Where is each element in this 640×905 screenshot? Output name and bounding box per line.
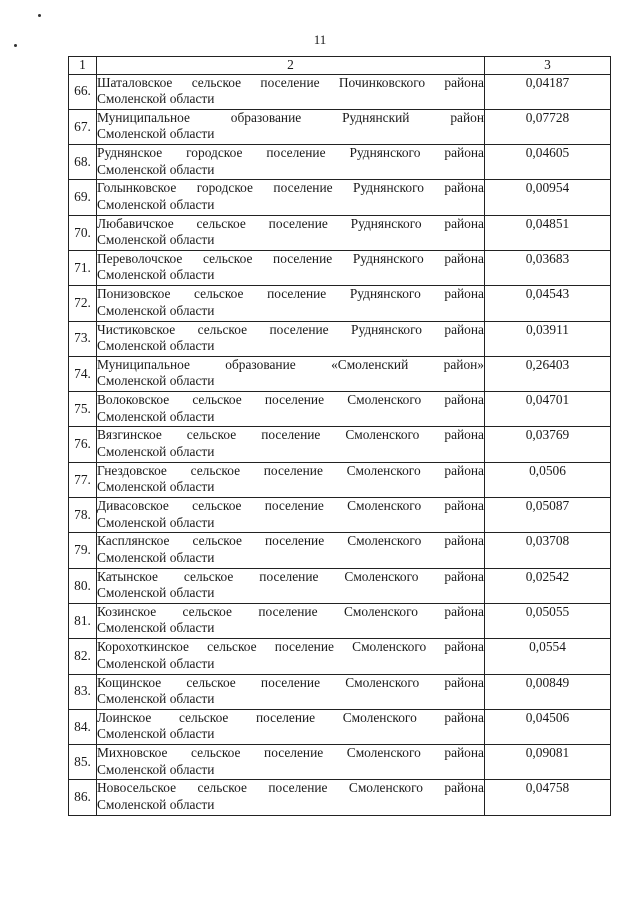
scan-speck [38,14,41,17]
table-row [69,392,611,427]
row-number: 72. [69,286,97,321]
table-row [69,462,611,497]
row-number: 85. [69,745,97,780]
municipality-name-line-1: Любавичское сельское поселение Руднянского района [97,215,484,231]
table-row [69,603,611,638]
coefficient-value: 0,0506 [485,462,611,497]
municipality-name-line-1: Новосельское сельское поселение Смоленского района [97,780,484,796]
coefficient-value: 0,07728 [485,109,611,144]
row-number: 71. [69,250,97,285]
coefficient-value: 0,05055 [485,603,611,638]
municipality-name [97,568,485,603]
municipality-name-line-1: Шаталовское сельское поселение Починковского района [97,74,484,90]
municipality-name [97,145,485,180]
municipality-name-line-1: Корохоткинское сельское поселение Смоленского района [97,639,484,655]
table-row [69,568,611,603]
municipality-name [97,533,485,568]
row-number: 79. [69,533,97,568]
allocation-table [68,56,611,816]
table-row [69,109,611,144]
municipality-name-line-1: Волоковское сельское поселение Смоленского района [97,392,484,408]
municipality-name-line-1: Лоинское сельское поселение Смоленского района [97,709,484,725]
municipality-name-line-2: Смоленской области [97,302,215,318]
coefficient-value: 0,03708 [485,533,611,568]
row-number: 70. [69,215,97,250]
municipality-name-line-2: Смоленской области [97,373,215,389]
municipality-name-line-1: Понизовское сельское поселение Руднянского района [97,286,484,302]
municipality-name-line-1: Козинское сельское поселение Смоленского района [97,603,484,619]
municipality-name-line-2: Смоленской области [97,796,215,812]
municipality-name-line-2: Смоленской области [97,338,215,354]
coefficient-value: 0,03769 [485,427,611,462]
coefficient-value: 0,04543 [485,286,611,321]
municipality-name-line-2: Смоленской области [97,443,215,459]
municipality-name-line-2: Смоленской области [97,479,215,495]
municipality-name [97,180,485,215]
row-number: 86. [69,780,97,815]
row-number: 73. [69,321,97,356]
column-header-1: 1 [69,57,97,75]
coefficient-value: 0,04851 [485,215,611,250]
row-number: 80. [69,568,97,603]
table-row [69,639,611,674]
municipality-name-line-1: Кощинское сельское поселение Смоленского района [97,674,484,690]
municipality-name [97,286,485,321]
row-number: 77. [69,462,97,497]
municipality-name [97,321,485,356]
coefficient-value: 0,05087 [485,498,611,533]
table-row [69,745,611,780]
coefficient-value: 0,03683 [485,250,611,285]
municipality-name-line-2: Смоленской области [97,585,215,601]
municipality-name [97,215,485,250]
municipality-name-line-2: Смоленской области [97,549,215,565]
row-number: 81. [69,603,97,638]
municipality-name [97,780,485,815]
municipality-name [97,109,485,144]
table-row [69,674,611,709]
coefficient-value: 0,00954 [485,180,611,215]
row-number: 78. [69,498,97,533]
row-number: 84. [69,709,97,744]
coefficient-value: 0,04506 [485,709,611,744]
coefficient-value: 0,00849 [485,674,611,709]
table-row [69,427,611,462]
coefficient-value: 0,04187 [485,74,611,109]
row-number: 83. [69,674,97,709]
row-number: 66. [69,74,97,109]
row-number: 67. [69,109,97,144]
municipality-name [97,392,485,427]
municipality-name [97,250,485,285]
table-row [69,145,611,180]
table-row [69,533,611,568]
table-row [69,356,611,391]
municipality-name-line-1: Вязгинское сельское поселение Смоленского района [97,427,484,443]
table-body [69,74,611,815]
municipality-name-line-2: Смоленской области [97,514,215,530]
municipality-name-line-1: Дивасовское сельское поселение Смоленского района [97,498,484,514]
coefficient-value: 0,03911 [485,321,611,356]
municipality-name [97,356,485,391]
municipality-name-line-2: Смоленской области [97,267,215,283]
page-number: 11 [313,32,327,47]
row-number: 74. [69,356,97,391]
coefficient-value: 0,02542 [485,568,611,603]
municipality-name [97,427,485,462]
municipality-name-line-1: Касплянское сельское поселение Смоленского района [97,533,484,549]
municipality-name-line-2: Смоленской области [97,196,215,212]
coefficient-value: 0,04758 [485,780,611,815]
municipality-name-line-1: Муниципальное образование «Смоленский район» [97,356,484,372]
municipality-name-line-1: Голынковское городское поселение Руднянского района [97,180,484,196]
table-row [69,215,611,250]
row-number: 76. [69,427,97,462]
municipality-name-line-2: Смоленской области [97,161,215,177]
municipality-name-line-2: Смоленской области [97,761,215,777]
municipality-name-line-1: Михновское сельское поселение Смоленского района [97,745,484,761]
table-row [69,180,611,215]
municipality-name [97,74,485,109]
municipality-name-line-2: Смоленской области [97,408,215,424]
municipality-name [97,639,485,674]
municipality-name [97,498,485,533]
row-number: 75. [69,392,97,427]
municipality-name-line-2: Смоленской области [97,126,215,142]
municipality-name [97,674,485,709]
row-number: 68. [69,145,97,180]
coefficient-value: 0,09081 [485,745,611,780]
table-row [69,250,611,285]
table-row [69,709,611,744]
municipality-name-line-1: Муниципальное образование Руднянский район [97,109,484,125]
table-row [69,780,611,815]
municipality-name-line-1: Гнездовское сельское поселение Смоленского района [97,462,484,478]
row-number: 69. [69,180,97,215]
column-header-2: 2 [97,57,485,75]
table-row [69,498,611,533]
municipality-name-line-2: Смоленской области [97,620,215,636]
municipality-name-line-1: Руднянское городское поселение Руднянского района [97,145,484,161]
coefficient-value: 0,04701 [485,392,611,427]
municipality-name-line-1: Переволочское сельское поселение Руднянского района [97,250,484,266]
coefficient-value: 0,0554 [485,639,611,674]
column-header-3: 3 [485,57,611,75]
municipality-name-line-1: Катынское сельское поселение Смоленского района [97,568,484,584]
municipality-name [97,709,485,744]
table-row [69,286,611,321]
municipality-name-line-2: Смоленской области [97,91,215,106]
municipality-name-line-1: Чистиковское сельское поселение Руднянского района [97,321,484,337]
table-header-row [69,57,611,75]
municipality-name-line-2: Смоленской области [97,691,215,707]
municipality-name-line-2: Смоленской области [97,655,215,671]
table-row [69,321,611,356]
municipality-name [97,462,485,497]
municipality-name [97,745,485,780]
coefficient-value: 0,26403 [485,356,611,391]
coefficient-value: 0,04605 [485,145,611,180]
row-number: 82. [69,639,97,674]
municipality-name [97,603,485,638]
table-row [69,74,611,109]
municipality-name-line-2: Смоленской области [97,726,215,742]
municipality-name-line-2: Смоленской области [97,232,215,248]
